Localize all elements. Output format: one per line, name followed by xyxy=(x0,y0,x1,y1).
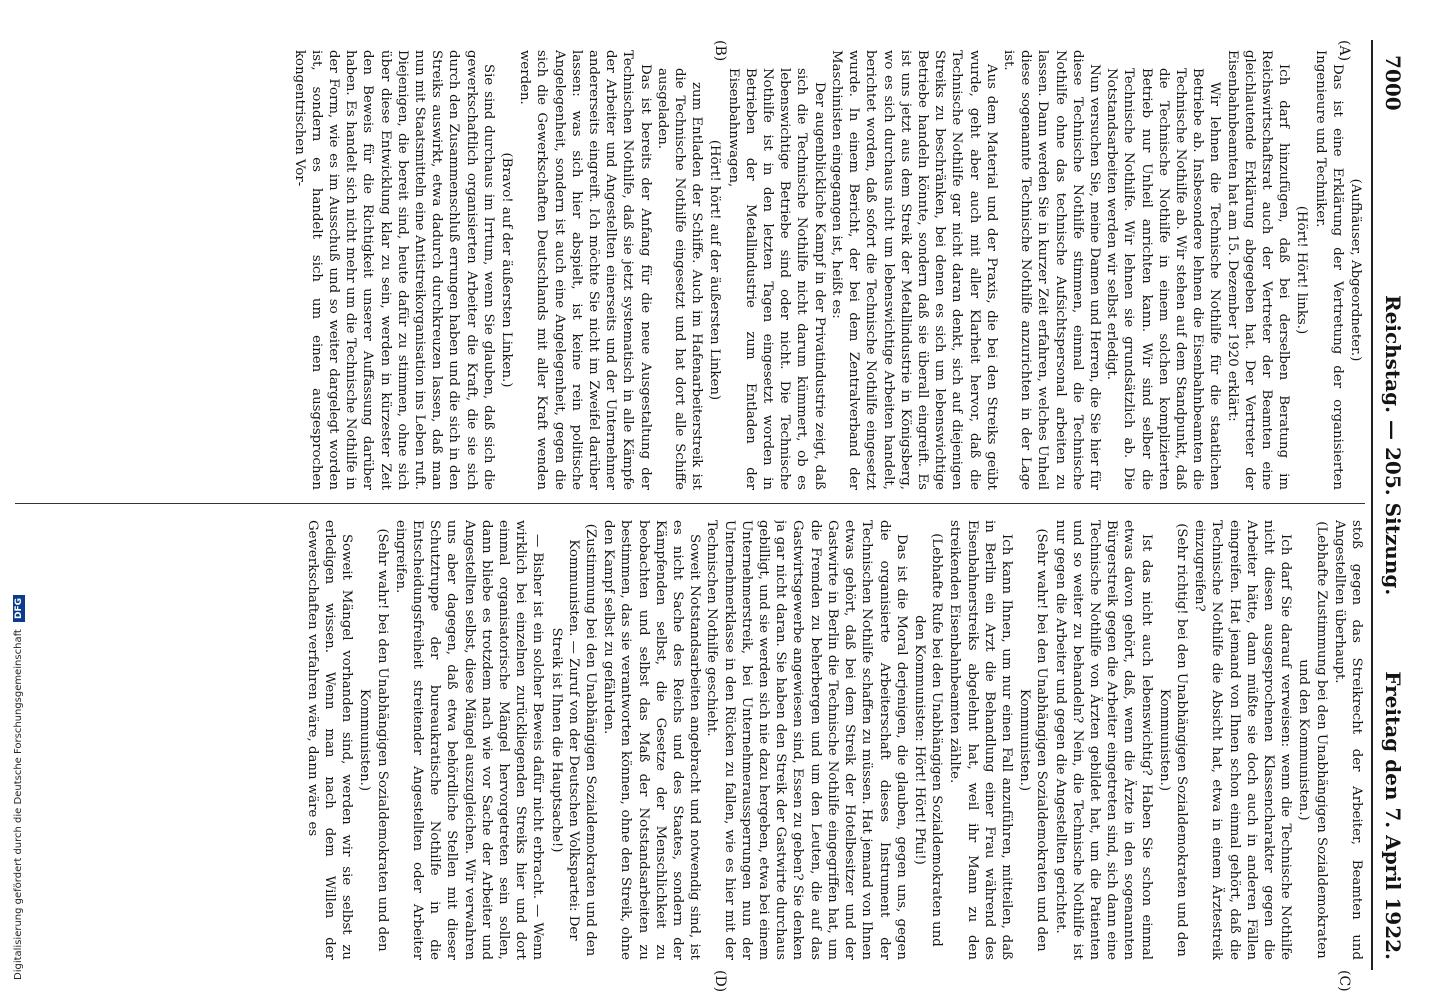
page-header xyxy=(1375,55,1415,960)
paragraph: Das ist die Moral derjenigen, die glauben, gegen uns, gegen die organisierte Arbeiterschaft dieses Instrument der Technischen Nothilfe schaffen zu müssen. Hat jemand von Ihnen etwas gehört, daß bei dem Streik der Hotelbesitzer und der Gastwirte in Berlin die Technische Nothilfe eingegriffen hat, um die Fremden zu beherbergen und um den Leuten, die auf das Gastwirtsgewerbe angewiesen sind, Essen zu geben? Sie denken ja gar nicht daran. Sie haben den Streik der Gastwirte durchaus gebilligt, und sie werden sich nie dazu hergeben, etwa bei einem Unternehmerstreik, bei Unternehmeraussperrungen nun der Unternehmerklasse in den Rücken zu fallen, wie es hier mit der Technischen Nothilfe geschieht. xyxy=(704,520,909,960)
paragraph: Ich darf hinzufügen, daß bei derselben Beratung im Reichswirtschaftsrat auch der Vertreter der Beamten eine gleichlautende Erklärung abgegeben hat. Der Vertreter der Eisenbahnbeamten hat am 15. Dezember 1920 erklärt: xyxy=(1224,50,1292,490)
margin-marker-b: (B) xyxy=(712,40,728,62)
paragraph: Ich kann Ihnen, um nur einen Fall anzuführen, mitteilen, daß in Berlin ein Arzt die Behandlung einer Frau während des Eisenbahnerstreiks abgelehnt hat, weil ihr Mann zu den streikenden Eisenbahnbeamten zählte. xyxy=(947,520,1014,960)
dfg-logo: DFG xyxy=(13,595,25,622)
paragraph: Ich darf Sie darauf verweisen: wenn die Technische Nothilfe nicht diesen ausgesprochenen Klassencharakter gegen die Arbeiter hätte, dann müßte sie doch auch in anderen Fällen eingreifen. Hat jemand von Ihnen schon einmal gehört, daß die Technische Nothilfe die Absicht hat, etwa in einem Ärztestreik einzugreifen? xyxy=(1192,520,1294,960)
digitization-credit xyxy=(13,20,25,980)
page-number: 7000 xyxy=(1381,55,1405,111)
speaker-label: (Aufhäuser, Abgeordneter.) xyxy=(1348,178,1363,362)
interjection: (Sehr richtig! bei den Unabhängigen Sozialdemokraten und den Kommunisten.) xyxy=(1156,523,1189,957)
credit-text: Digitalisierung gefördert durch die Deutsche Forschungsgemeinschaft xyxy=(13,629,24,980)
interjection: (Bravo! auf der äußersten Linken.) xyxy=(499,152,515,388)
right-column xyxy=(5,520,1365,960)
paragraph: Nun versuchen Sie, meine Damen und Herren, die Sie hier für diese Technische Nothilfe stimmen, einmal die Technische Nothilfe ohne das technische Aufsichtspersonal arbeiten zu lassen. Dann werden Sie in kurzer Zeit erfahren, welches Unheil diese sogenannte Technische Nothilfe anzurichten in der Lage ist. xyxy=(1000,50,1102,490)
column-divider xyxy=(15,503,1365,504)
header-rule xyxy=(1371,40,1373,970)
paragraph: Das ist eine Erklärung der Vertretung der organisierten Ingenieure und Techniker. xyxy=(1312,50,1345,490)
margin-marker-d: (D) xyxy=(712,970,728,993)
interjection: (Lebhafte Rufe bei den Unabhängigen Sozialdemokraten und den Kommunisten: Hört! Hört! Pfui!) xyxy=(911,533,945,947)
paragraph: stoß gegen das Streikrecht der Arbeiter, Beamten und Angestellten überhaupt. xyxy=(1331,520,1364,960)
quote-paragraph: Der augenblickliche Kampf in der Privatindustrie zeigt, daß sich die Technische Nothilfe nicht darum kümmert, ob es lebenswichtige Betriebe sind oder nicht. Die Technische Nothilfe ist in den letzten Tagen eingesetzt worden in Betrieben der Metallindustrie zum Entladen der Eisenbahnwagen, xyxy=(725,68,827,490)
interjection: (Zustimmung bei den Unabhängigen Sozialdemokraten und den Kommunisten. — Zuruf von der Deutschen Volkspartei: Der Streik ist Ihnen die Hauptsache!) xyxy=(548,523,599,957)
paragraph: — Bisher ist ein solcher Beweis dafür nicht erbracht. — Wenn wirklich bei einzelnen zurückliegenden Streiks hier und dort einmal organisatorische Mängel hervorgetreten sein sollen, dann bliebe es trotzdem nach wie vor Sache der Arbeiter und Angestellten selbst, diese Mängel auszugleichen. Wir verwahren uns aber dagegen, daß etwa behördliche Stellen mit dieser Schutztruppe der bureaukratische Nothilfe in die Entscheidungsfreiheit streitender Angestellten oder Arbeiter eingreifen. xyxy=(392,520,546,960)
paragraph: Soweit Mängel vorhanden sind, werden wir sie selbst zu erledigen wissen. Wenn man nach dem Willen der Gewerkschaften verfahren wäre, dann wäre es xyxy=(304,520,355,960)
paragraph: Ist das nicht auch lebenswichtig? Haben Sie schon einmal etwas davon gehört, daß, wenn die Ärzte in den sogenannten Bürgerstreik gegen die Arbeiter eingetreten sind, sich dann eine Technische Nothilfe von Ärzten gebildet hat, um die Patienten und so weiter zu behandeln? Nein, die Technische Nothilfe ist nur gegen die Arbeiter und gegen die Angestellten gerichtet. xyxy=(1052,520,1154,960)
interjection: (Hört! Hört! links.) xyxy=(1294,205,1310,335)
quote-paragraph: zum Entladen der Schiffe. Auch im Hafenarbeiterstreik ist die Technische Nothilfe eingesetzt und hat dort alle Schiffe ausgeladen. xyxy=(654,68,705,490)
quote-paragraph: Wir lehnen die Technische Nothilfe für die staatlichen Betriebe ab. Insbesondere lehnen die Eisenbahnbeamten die Technische Nothilfe ab. Wir stehen auf dem Standpunkt, daß die Technische Nothilfe in einem solchen komplizierten Betrieb nur Unheil anrichten kann. Wir sind selber die Technische Nothilfe. Wir lehnen sie grundsätzlich ab. Die Notstandsarbeiten werden wir selbst erledigt. xyxy=(1104,68,1223,490)
left-column xyxy=(5,50,1365,490)
paragraph: Sie sind durchaus im Irrtum, wenn Sie glauben, daß sich die gewerkschaftlich organisierten Arbeiter die Kraft, die sie sich durch den Zusammenschluß errungen haben und die sich in den Streiks auswirkt, etwa dadurch durchkreuzen lassen, daß man nun mit Staatsmitteln eine Antistreikorganisation ins Leben ruft. Diejenigen, die bereit sind, heute dafür zu stimmen, ohne sich über diese Entwicklung klar zu sein, werden in kürzester Zeit den Beweis für die Richtigkeit unserer Auffassung darüber haben. Es handelt sich nicht mehr um die Technische Nothilfe in der Form, wie es im Ausschuß und so weiter dargelegt worden ist, sondern es handelt sich um einen ausgesprochen kongentrischen Vor- xyxy=(291,50,496,490)
interjection: (Sehr wahr! bei den Unabhängigen Sozialdemokraten und den Kommunisten.) xyxy=(357,528,390,952)
header-title: Reichstag. — 205. Sitzung. xyxy=(1381,295,1405,596)
margin-marker-a: (A) xyxy=(1336,40,1352,62)
paragraph: Das ist bereits der Anfang für die neue Ausgestaltung der Technischen Nothilfe, daß sie jetzt systematisch in alle Kämpfe der Arbeiter und Angestellten einerseits und der Unternehmer andererseits eingreift. Ich möchte Sie nicht im Zweifel darüber lassen: was sich hier abspielt, ist keine rein politische Angelegenheit, sondern ist auch eine Angelegenheit, gegen die sich die Gewerkschaften Deutschlands mit aller Kraft wenden werden. xyxy=(517,50,653,490)
paragraph: Aus dem Material und der Praxis, die bei den Streiks geübt wurde, geht aber auch mit aller Klarheit hervor, daß die Technische Nothilfe gar nicht daran denkt, sich auf diejenigen Streiks zu beschränken, bei denen es sich um lebenswichtige Betriebe handeln könnte, sondern daß sie überall eingreift. Es ist uns jetzt aus dem Streik der Metallindustrie in Königsberg, wo es sich durchaus nicht um lebenswichtige Arbeiten handelt, berichtet worden, daß sofort die Technische Nothilfe eingesetzt wurde. In einem Bericht, der bei dem Zentralverband der Maschinisten eingegangen ist, heißt es: xyxy=(828,50,999,490)
interjection: (Lebhafte Zustimmung bei den Unabhängigen Sozialdemokraten und den Kommunisten.) xyxy=(1296,521,1329,959)
paragraph: Soweit Notstandsarbeiten angebracht und notwendig sind, ist es nicht Sache des Reichs und des Staates, sondern der Kämpfenden selbst, die Gesetze der Menschlichkeit zu beobachten und selbst das Maß der Notstandsarbeiten zu bestimmen, das sie verantworten können, ohne den Streik, ohne den Kampf selbst zu gefährden. xyxy=(601,520,703,960)
header-date: Freitag den 7. April 1922. xyxy=(1381,671,1405,960)
margin-marker-c: (C) xyxy=(1336,970,1352,992)
interjection: (Sehr wahr! bei den Unabhängigen Sozialdemokraten und den Kommunisten.) xyxy=(1017,528,1050,952)
interjection: (Hört! hört! auf der äußersten Linken) xyxy=(707,139,723,401)
